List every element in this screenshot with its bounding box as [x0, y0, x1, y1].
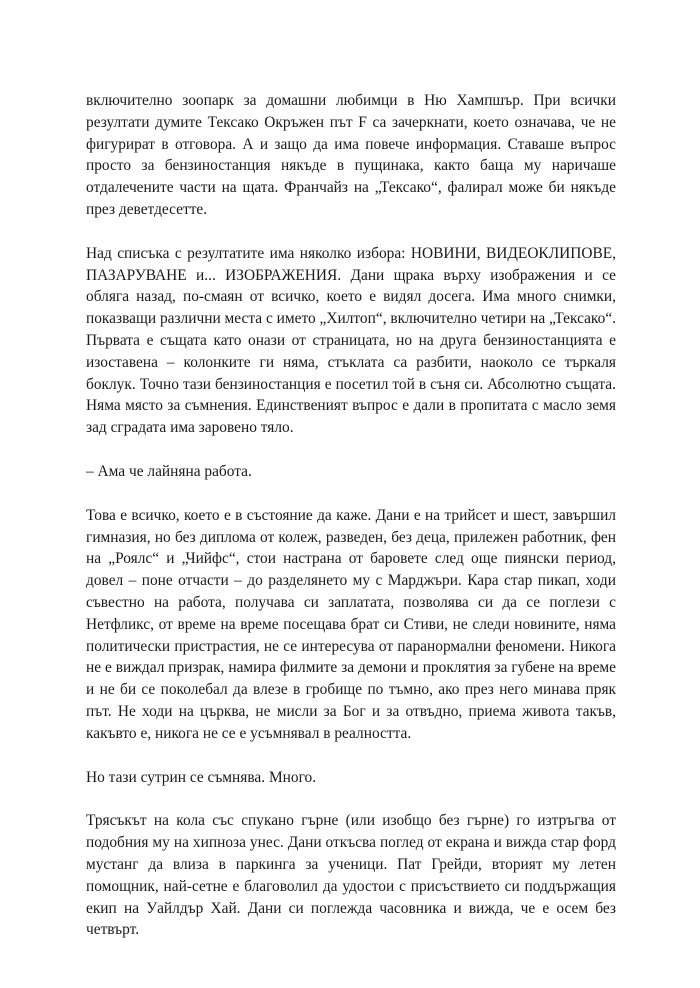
paragraph-6: Трясъкът на кола със спукано гърне (или изобщо без гърне) го изтръгва от подобния му на хипноза унес. Дани откъсва поглед от екрана и вижда стар форд мустанг да влиза в паркинга за ученици. Пат Грейди, вторият му летен помощник, най-сетне е благоволил да удостои с присъствието си поддържащия екип на Уайлдър Хай. Дани си поглежда часовника и вижда, че е осем без четвърт. [86, 812, 616, 939]
document-body [86, 90, 616, 963]
paragraph-4: Това е всичко, което е в състояние да каже. Дани е на трийсет и шест, завършил гимназия, но без диплома от колеж, разведен, без деца, прилежен работник, фен на „Роялс“ и „Чийфс“, стои настрана от баровете след още пиянски период, довел – поне отчасти – до разделянето му с Марджъри. Кара стар пикап, ходи съвестно на работа, получава си заплатата, позволява си да се поглези с Нетфликс, от време на време посещава брат си Стиви, не следи новините, няма политически пристрастия, не се интересува от паранормални феномени. Никога не е виждал призрак, намира филмите за демони и проклятия за губене на време и не би се поколебал да влезе в гробище по тъмно, ако през него минава пряк път. Не ходи на църква, не мисли за Бог и за отвъдно, приема живота такъв, какъвто е, никога не се е усъмнявал в реалността. [86, 506, 616, 742]
paragraph-3: – Ама че лайняна работа. [86, 462, 252, 480]
paragraph-2: Над списъка с резултатите има няколко избора: НОВИНИ, ВИДЕОКЛИПОВЕ, ПАЗАРУВАНЕ и... ИЗОБРАЖЕНИЯ. Дани щрака върху изображения и се обляга назад, по-смаян от всичко, което е видял досега. Има много снимки, показващи различни места с името „Хилтоп“, включително четири на „Тексако“. Първата е същата като онази от страницата, но на друга бензиностанцията е изоставена – колонките ги няма, стъклата са разбити, наоколо се търкаля боклук. Точно тази бензиностанция е посетил той в съня си. Абсолютно същата. Няма място за съмнения. Единственият въпрос е дали в пропитата с масло земя зад сградата има заровено тяло. [86, 244, 616, 437]
paragraph-1: включително зоопарк за домашни любимци в Ню Хампшър. При всички резултати думите Тексако Окръжен път F са зачеркнати, което означава, че не фигурират в отговора. А и защо да има повече информация. Ставаше въпрос просто за бензиностанция някъде в пущинака, както баща му наричаше отдалечените части на щата. Франчайз на „Тексако“, фалирал може би някъде през деветдесетте. [86, 92, 616, 218]
paragraph-5: Но тази сутрин се съмнява. Много. [86, 768, 317, 786]
